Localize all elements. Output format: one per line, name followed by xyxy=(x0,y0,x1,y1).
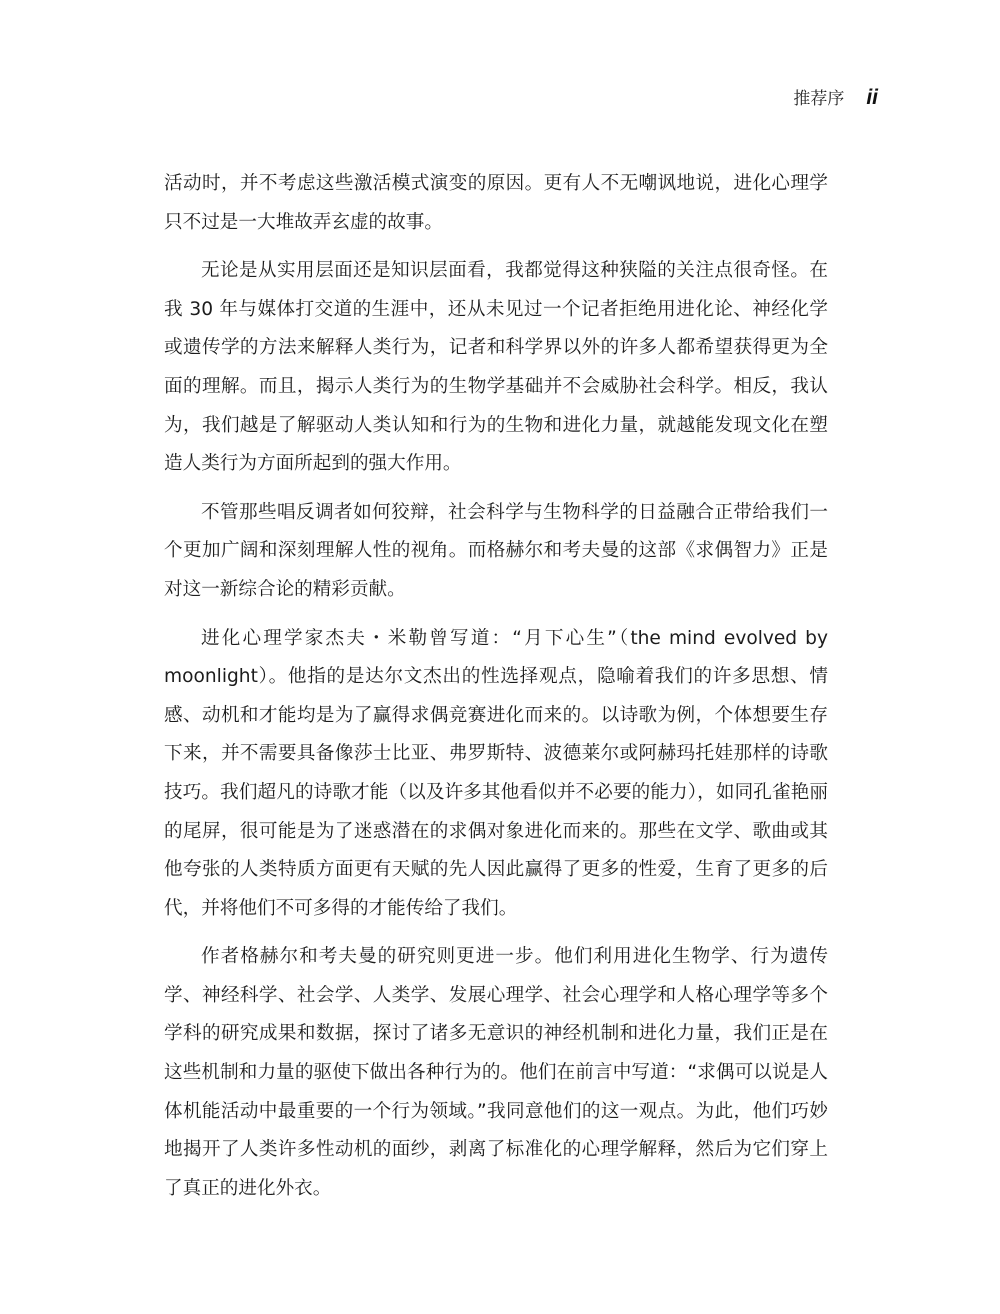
running-header xyxy=(793,84,878,110)
page-number: ii xyxy=(866,86,878,109)
section-title: 推荐序 xyxy=(793,89,845,109)
paragraph: 作者格赫尔和考夫曼的研究则更进一步。他们利用进化生物学、行为遗传学、神经科学、社会学、人类学、发展心理学、社会心理学和人格心理学等多个学科的研究成果和数据，探讨了诸多无意识的神经机制和进化力量，我们正是在这些机制和力量的驱使下做出各种行为的。他们在前言中写道：“求偶可以说是人体机能活动中最重要的一个行为领域。”我同意他们的这一观点。为此，他们巧妙地揭开了人类许多性动机的面纱，剥离了标准化的心理学解释，然后为它们穿上了真正的进化外衣。 xyxy=(164,946,828,1199)
paragraph: 不管那些唱反调者如何狡辩，社会科学与生物科学的日益融合正带给我们一个更加广阔和深刻理解人性的视角。而格赫尔和考夫曼的这部《求偶智力》正是对这一新综合论的精彩贡献。 xyxy=(164,501,828,600)
body-text xyxy=(164,165,828,1218)
paragraph: 进化心理学家杰夫・米勒曾写道：“月下心生”（the mind evolved by moonlight）。他指的是达尔文杰出的性选择观点，隐喻着我们的许多思想、情感、动机和才能均是为了赢得求偶竞赛进化而来的。以诗歌为例，个体想要生存下来，并不需要具备像莎士比亚、弗罗斯特、波德莱尔或阿赫玛托娃那样的诗歌技巧。我们超凡的诗歌才能（以及许多其他看似并不必要的能力），如同孔雀艳丽的尾屏，很可能是为了迷惑潜在的求偶对象进化而来的。那些在文学、歌曲或其他夸张的人类特质方面更有天赋的先人因此赢得了更多的性爱，生育了更多的后代，并将他们不可多得的才能传给了我们。 xyxy=(164,627,828,919)
paragraph: 无论是从实用层面还是知识层面看，我都觉得这种狭隘的关注点很奇怪。在我 30 年与媒体打交道的生涯中，还从未见过一个记者拒绝用进化论、神经化学或遗传学的方法来解释人类行为，记者和科学界以外的许多人都希望获得更为全面的理解。而且，揭示人类行为的生物学基础并不会威胁社会科学。相反，我认为，我们越是了解驱动人类认知和行为的生物和进化力量，就越能发现文化在塑造人类行为方面所起到的强大作用。 xyxy=(164,260,828,475)
paragraph-continued: 活动时，并不考虑这些激活模式演变的原因。更有人不无嘲讽地说，进化心理学只不过是一大堆故弄玄虚的故事。 xyxy=(164,173,828,233)
